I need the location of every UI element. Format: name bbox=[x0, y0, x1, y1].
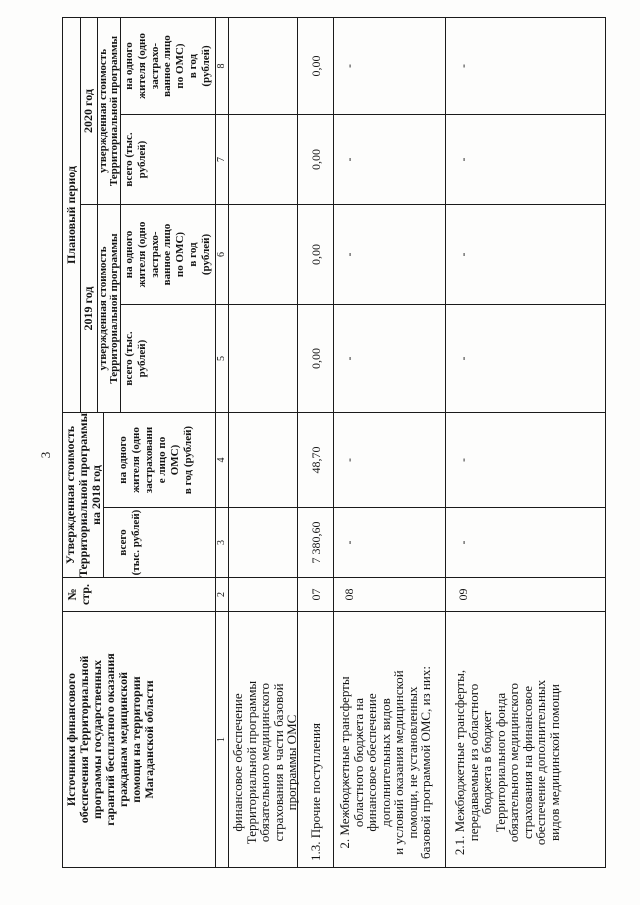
row-other-income-label: 1.3. Прочие поступления bbox=[297, 611, 334, 868]
row-transfers-line-number: 08 bbox=[333, 577, 446, 612]
row-transfers-2018-per-capita: - bbox=[333, 412, 446, 508]
column-number-2: 2 bbox=[215, 577, 229, 612]
header-2020-year: 2020 год bbox=[80, 17, 98, 205]
header-line-number: № стр. bbox=[62, 577, 216, 612]
column-number-5: 5 bbox=[215, 304, 229, 413]
empty-cell bbox=[228, 577, 298, 612]
header-2018-approved-cost: Утвержденная стоимость Территориальной программы на 2018 год bbox=[63, 413, 103, 577]
row-transfers-label: 2. Межбюджетные трансферты областного бюджета на финансовое обеспечение дополнительных видов и условий оказания медицинской помощи, не установленных базовой программой ОМС, из них: bbox=[333, 611, 446, 868]
header-2019-approved-cost: утвержденная стоимость Территориальной программы bbox=[97, 204, 121, 413]
empty-cell bbox=[228, 507, 298, 578]
header-funding-sources: Источники финансового обеспечения Территориальной программы государственных гарантий бесплатного оказания гражданам медицинской помощи на территории Магаданской области bbox=[62, 611, 216, 868]
row-other-income-2020-per-capita: 0,00 bbox=[297, 17, 334, 115]
row-fund-transfers-2018-total: - bbox=[445, 507, 606, 578]
header-2020-per-capita: на одного жителя (одно застрахо- ванное лицо по ОМС) в год (рублей) bbox=[120, 17, 216, 115]
row-fund-transfers-2019-total: - bbox=[445, 304, 606, 413]
header-2019-total: всего (тыс. рублей) bbox=[120, 304, 216, 413]
row-other-income-line-number: 07 bbox=[297, 577, 334, 612]
row-transfers-2019-total: - bbox=[333, 304, 446, 413]
empty-cell bbox=[228, 114, 298, 205]
page-number: 3 bbox=[38, 451, 53, 459]
row-other-income-2020-total: 0,00 bbox=[297, 114, 334, 205]
header-2019-year: 2019 год bbox=[80, 204, 98, 413]
header-2019-per-capita: на одного жителя (одно застрахо- ванное лицо по ОМС) в год (рублей) bbox=[120, 204, 216, 305]
row-other-income-2018-total: 7 380,60 bbox=[297, 507, 334, 578]
rotated-financing-table bbox=[38, 18, 605, 868]
column-number-6: 6 bbox=[215, 204, 229, 305]
column-number-7: 7 bbox=[215, 114, 229, 205]
row-other-income-2019-per-capita: 0,00 bbox=[297, 204, 334, 305]
row-fund-transfers-2019-per-capita: - bbox=[445, 204, 606, 305]
row-fund-transfers-label: 2.1. Межбюджетные трансферты, передаваемые из областного бюджета в бюджет Территориального фонда обязательного медицинского страхования на финансовое обеспечение дополнительных видов медицинской помощи bbox=[445, 611, 606, 868]
header-2020-total: всего (тыс. рублей) bbox=[120, 114, 216, 205]
header-planning-period: Плановый период bbox=[62, 17, 81, 413]
row-other-income-2018-per-capita: 48,70 bbox=[297, 412, 334, 508]
empty-cell bbox=[228, 204, 298, 305]
row-other-income-2019-total: 0,00 bbox=[297, 304, 334, 413]
row-fund-transfers-2018-per-capita: - bbox=[445, 412, 606, 508]
column-number-3: 3 bbox=[215, 507, 229, 578]
row-fund-transfers-line-number: 09 bbox=[445, 577, 606, 612]
empty-cell bbox=[228, 17, 298, 115]
header-2020-approved-cost: утвержденная стоимость Территориальной программы bbox=[97, 17, 121, 205]
empty-cell bbox=[228, 412, 298, 508]
row-transfers-2018-total: - bbox=[333, 507, 446, 578]
column-number-8: 8 bbox=[215, 17, 229, 115]
column-number-4: 4 bbox=[215, 412, 229, 508]
row-transfers-2020-per-capita: - bbox=[333, 17, 446, 115]
row-fund-transfers-2020-total: - bbox=[445, 114, 606, 205]
header-2018-per-capita: на одного жителя (одно застраховани е лицо по ОМС) в год (рублей) bbox=[103, 412, 216, 508]
column-number-1: 1 bbox=[215, 611, 229, 868]
row-base-program-label: финансовое обеспечение Территориальной программы обязательного медицинского страхования в части базовой программы ОМС bbox=[228, 611, 298, 868]
empty-cell bbox=[228, 304, 298, 413]
row-transfers-2020-total: - bbox=[333, 114, 446, 205]
header-2018-total: всего (тыс. рублей) bbox=[103, 507, 216, 578]
row-fund-transfers-2020-per-capita: - bbox=[445, 17, 606, 115]
row-transfers-2019-per-capita: - bbox=[333, 204, 446, 305]
